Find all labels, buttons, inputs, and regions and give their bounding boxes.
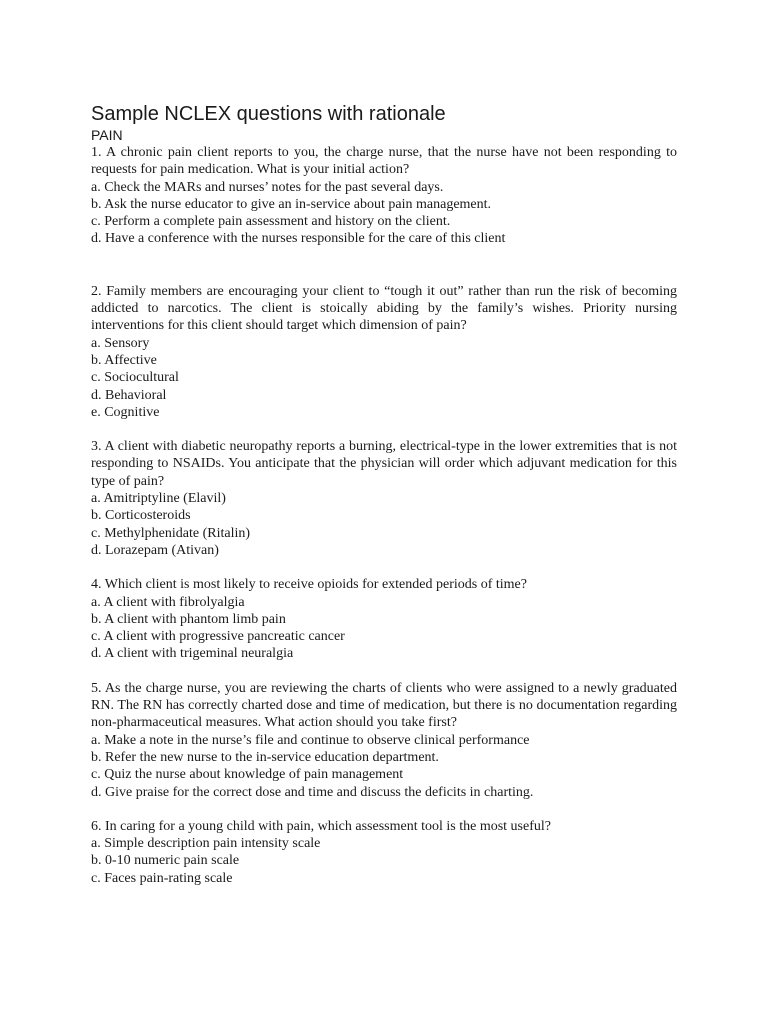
question-3	[91, 438, 677, 559]
spacer	[91, 801, 677, 818]
answer-option: c. Faces pain-rating scale	[91, 870, 233, 886]
answer-option: c. Quiz the nurse about knowledge of pain management	[91, 767, 404, 783]
answer-option: a. Check the MARs and nurses’ notes for the past several days.	[91, 179, 444, 195]
document-content	[91, 101, 677, 887]
answer-option: a. A client with fibrolyalgia	[91, 594, 245, 610]
question-1	[91, 144, 677, 248]
answer-option: b. 0-10 numeric pain scale	[91, 853, 240, 869]
answer-option: d. Have a conference with the nurses responsible for the care of this client	[91, 231, 506, 247]
answer-option: b. Corticosteroids	[91, 508, 191, 524]
question-stem: 2. Family members are encouraging your client to “tough it out” rather than run the risk of becoming addicted to narcotics. The client is stoically abiding by the family’s wishes. Priority nursing interventions for this client should target which dimension of pain?	[91, 283, 677, 334]
spacer	[91, 559, 677, 576]
answer-option: a. Make a note in the nurse’s file and continue to observe clinical performance	[91, 732, 530, 748]
answer-option: c. Methylphenidate (Ritalin)	[91, 525, 251, 541]
question-stem: 6. In caring for a young child with pain, which assessment tool is the most useful?	[91, 818, 551, 834]
answer-option: b. A client with phantom limb pain	[91, 611, 286, 627]
answer-option: d. A client with trigeminal neuralgia	[91, 646, 294, 662]
question-stem: 3. A client with diabetic neuropathy reports a burning, electrical-type in the lower extremities that is not responding to NSAIDs. You anticipate that the physician will order which adjuvant medication for this type of pain?	[91, 439, 677, 489]
question-stem: 5. As the charge nurse, you are reviewing the charts of clients who were assigned to a newly graduated RN. The RN has correctly charted dose and time of medication, but there is no documentation regarding non-pharmaceutical measures. What action should you take first?	[91, 680, 677, 731]
answer-option: b. Affective	[91, 352, 157, 368]
answer-option: a. Amitriptyline (Elavil)	[91, 491, 226, 507]
answer-option: a. Sensory	[91, 335, 150, 351]
question-5	[91, 680, 677, 801]
spacer	[91, 421, 677, 438]
document-title: Sample NCLEX questions with rationale	[91, 103, 446, 125]
spacer	[91, 248, 677, 283]
answer-option: c. Perform a complete pain assessment and history on the client.	[91, 214, 451, 230]
answer-option: d. Lorazepam (Ativan)	[91, 542, 219, 558]
question-6	[91, 818, 677, 887]
question-4	[91, 576, 677, 662]
answer-option: c. A client with progressive pancreatic cancer	[91, 629, 345, 645]
answer-option: c. Sociocultural	[91, 370, 179, 386]
question-2	[91, 283, 677, 421]
answer-option: b. Ask the nurse educator to give an in-service about pain management.	[91, 196, 492, 212]
answer-option: a. Simple description pain intensity scale	[91, 836, 321, 852]
answer-option: d. Behavioral	[91, 387, 167, 403]
question-stem: 4. Which client is most likely to receive opioids for extended periods of time?	[91, 577, 527, 593]
answer-option: d. Give praise for the correct dose and time and discuss the deficits in charting.	[91, 784, 534, 800]
answer-option: b. Refer the new nurse to the in-service education department.	[91, 749, 439, 765]
question-stem: 1. A chronic pain client reports to you, the charge nurse, that the nurse have not been responding to requests for pain medication. What is your initial action?	[91, 145, 677, 178]
section-label: PAIN	[91, 127, 123, 143]
spacer	[91, 663, 677, 680]
answer-option: e. Cognitive	[91, 404, 160, 420]
